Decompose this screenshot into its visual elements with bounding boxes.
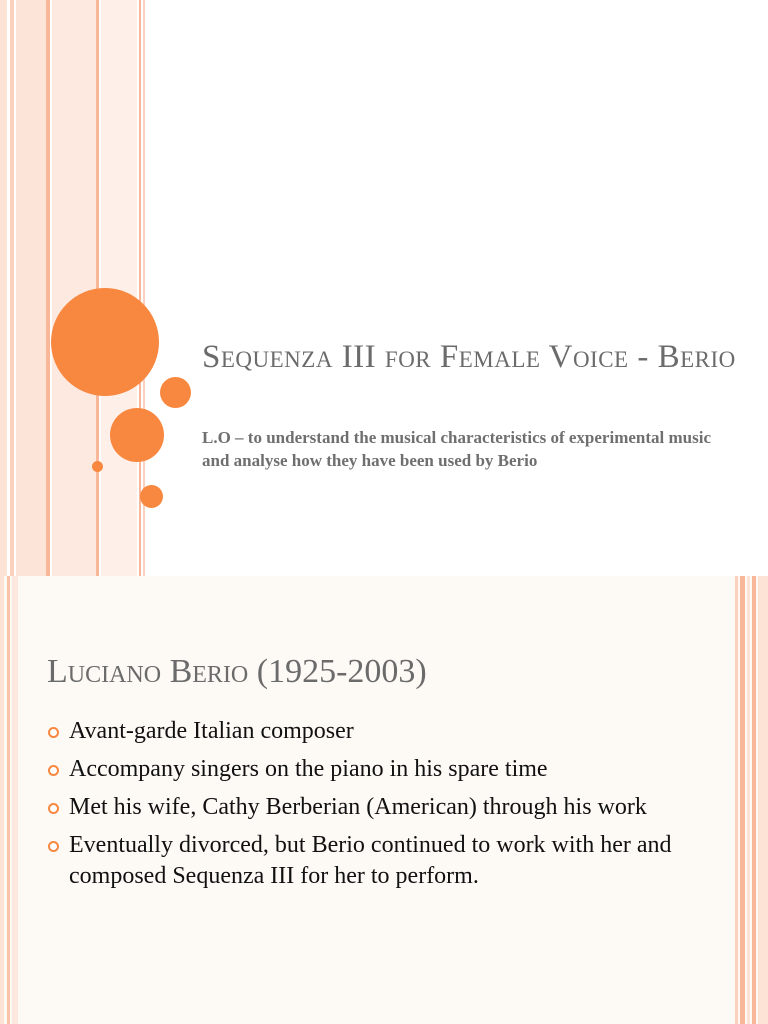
bullet-item: [47, 754, 687, 785]
decorative-circle-small: [140, 485, 163, 508]
decorative-stripe: [0, 576, 4, 1024]
bullet-item: [47, 792, 687, 823]
decorative-stripe: [7, 576, 10, 1024]
decorative-stripe: [0, 0, 7, 576]
bullet-text: Avant-garde Italian composer: [69, 718, 354, 744]
bullet-circle-icon: [48, 841, 59, 852]
decorative-circle-medium: [110, 408, 164, 462]
decorative-stripe: [740, 576, 745, 1024]
bullet-list: [47, 716, 687, 899]
decorative-circle-large: [51, 288, 159, 396]
decorative-stripe: [752, 576, 756, 1024]
decorative-stripe: [12, 576, 18, 1024]
bullet-circle-icon: [48, 765, 59, 776]
bullet-item: [47, 830, 687, 892]
slide-subtitle: L.O – to understand the musical characteristics of experimental music and analyse how they have been used by Berio: [202, 428, 711, 470]
decorative-stripe: [16, 0, 46, 576]
bullet-item: [47, 716, 687, 747]
bullet-text: Met his wife, Cathy Berberian (American) through his work: [69, 794, 647, 820]
decorative-stripe: [52, 0, 96, 576]
content-slide: [0, 576, 768, 1024]
decorative-stripe: [758, 576, 768, 1024]
slide-title: Luciano Berio (1925-2003): [47, 653, 427, 690]
bullet-text: Eventually divorced, but Berio continued to work with her and composed Sequenza III for her to perform.: [69, 832, 672, 889]
decorative-stripe: [735, 576, 738, 1024]
bullet-circle-icon: [48, 727, 59, 738]
decorative-circle-tiny: [92, 461, 103, 472]
decorative-stripe: [46, 0, 50, 576]
bullet-text: Accompany singers on the piano in his spare time: [69, 756, 548, 782]
slide-title: Sequenza III for Female Voice - Berio: [202, 339, 736, 375]
decorative-stripe: [747, 576, 750, 1024]
decorative-stripe: [10, 0, 14, 576]
bullet-circle-icon: [48, 803, 59, 814]
decorative-circle-small: [160, 377, 191, 408]
